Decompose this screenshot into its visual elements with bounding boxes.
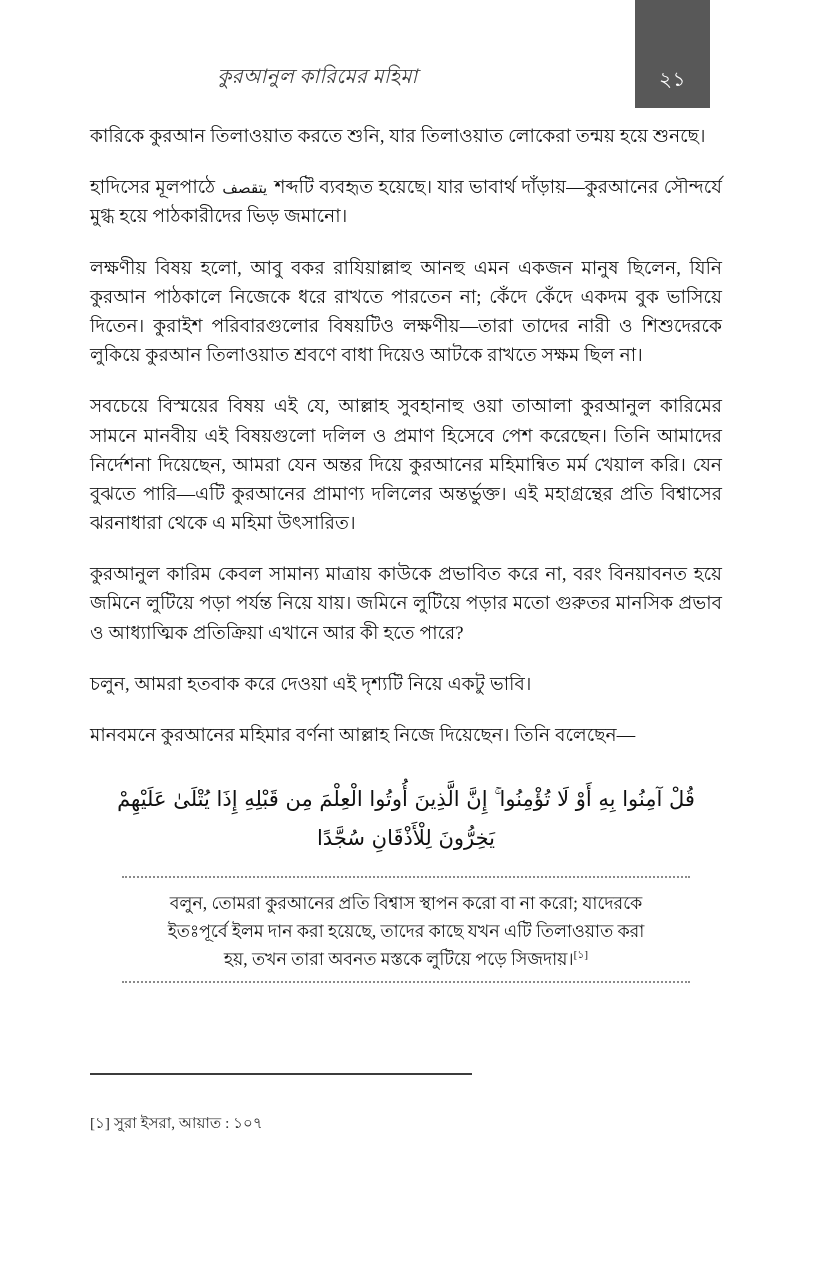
quran-verse-line-2: يَخِرُّونَ لِلْأَذْقَانِ سُجَّدًا: [316, 826, 496, 851]
footnote: [90, 1113, 690, 1136]
arabic-term-inline: يتقصف: [222, 179, 268, 198]
translation-line-2: ইতঃপূর্বে ইলম দান করা হয়েছে, তাদের কাছে যখন এটি তিলাওয়াত করা: [167, 921, 645, 942]
footnote-text: সুরা ইসরা, আয়াত : ১০৭: [113, 1115, 263, 1132]
footnote-marker: [১]: [90, 1115, 110, 1132]
page-body: [90, 122, 722, 984]
paragraph-1: কারিকে কুরআন তিলাওয়াত করতে শুনি, যার তিলাওয়াত লোকেরা তন্ময় হয়ে শুনছে।: [90, 126, 706, 147]
paragraph-4: সবচেয়ে বিস্ময়ের বিষয় এই যে, আল্লাহ সুবহানাহু ওয়া তাআলা কুরআনুল কারিমের সামনে মানবীয় এই বিষয়গুলো দলিল ও প্রমাণ হিসেবে পেশ করেছেন। তিনি আমাদের নির্দেশনা দিয়েছেন, আমরা যেন অন্তর দিয়ে কুরআনের মহিমান্বিত মর্ম খেয়াল করি। যেন বুঝতে পারি—এটি কুরআনের প্রামাণ্য দলিলের অন্তর্ভুক্ত। এই মহাগ্রন্থের প্রতি বিশ্বাসের ঝরনাধারা থেকে এ মহিমা উৎসারিত।: [90, 396, 722, 535]
translation-text: [122, 879, 690, 982]
page-number-box: [635, 0, 710, 108]
paragraph-2: [90, 173, 722, 231]
page-number: ২১: [659, 69, 686, 91]
translation-block: [90, 876, 722, 985]
quran-verse-line-1: قُلْ آمِنُوا بِهِ أَوْ لَا تُؤْمِنُوا ۚ إِنَّ الَّذِينَ أُوتُوا الْعِلْمَ مِن قَبْلِهِ إِذَا يُتْلَىٰ عَلَيْهِمْ: [117, 787, 695, 812]
running-head-title: কুরআনুল কারিমের মহিমা: [217, 66, 418, 88]
paragraph-7: মানবমনে কুরআনের মহিমার বর্ণনা আল্লাহ নিজে দিয়েছেন। তিনি বলেছেন—: [90, 725, 636, 746]
paragraph-5: কুরআনুল কারিম কেবল সামান্য মাত্রায় কাউকে প্রভাবিত করে না, বরং বিনয়াবনত হয়ে জমিনে লুটিয়ে পড়া পর্যন্ত নিয়ে যায়। জমিনে লুটিয়ে পড়ার মতো গুরুতর মানসিক প্রভাব ও আধ্যাত্মিক প্রতিক্রিয়া এখানে আর কী হতে পারে?: [90, 564, 722, 644]
translation-line-1: বলুন, তোমরা কুরআনের প্রতি বিশ্বাস স্থাপন করো বা না করো; যাদেরকে: [169, 892, 643, 913]
dotted-rule-bottom: [122, 981, 690, 984]
translation-line-3: [124, 945, 688, 973]
paragraph-3: লক্ষণীয় বিষয় হলো, আবু বকর রাযিয়াল্লাহু আনহু এমন একজন মানুষ ছিলেন, যিনি কুরআন পাঠকালে নিজেকে ধরে রাখতে পারতেন না; কেঁদে কেঁদে একদম বুক ভাসিয়ে দিতেন। কুরাইশ পরিবারগুলোর বিষয়টিও লক্ষণীয়—তারা তাদের নারী ও শিশুদেরকে লুকিয়ে কুরআন তিলাওয়াত শ্রবণে বাধা দিয়েও আটকে রাখতে সক্ষম ছিল না।: [90, 257, 722, 367]
paragraph-6: চলুন, আমরা হতবাক করে দেওয়া এই দৃশ্যটি নিয়ে একটু ভাবি।: [90, 673, 532, 695]
paragraph-2-text-before: হাদিসের মূলপাঠে: [90, 177, 221, 199]
footnote-separator-rule: [90, 1073, 472, 1075]
translation-line-3-text: হয়, তখন তারা অবনত মস্তকে লুটিয়ে পড়ে সিজদায়।: [223, 949, 574, 970]
quran-verse-block: [90, 780, 722, 858]
footnote-reference-marker: [১]: [573, 949, 589, 962]
paragraph-2-text-after: শব্দটি ব্যবহৃত হয়েছে। যার ভাবার্থ দাঁড়ায়—কুরআনের সৌন্দর্যে মুগ্ধ হয়ে পাঠকারীদের ভিড় জমানো।: [90, 177, 722, 228]
